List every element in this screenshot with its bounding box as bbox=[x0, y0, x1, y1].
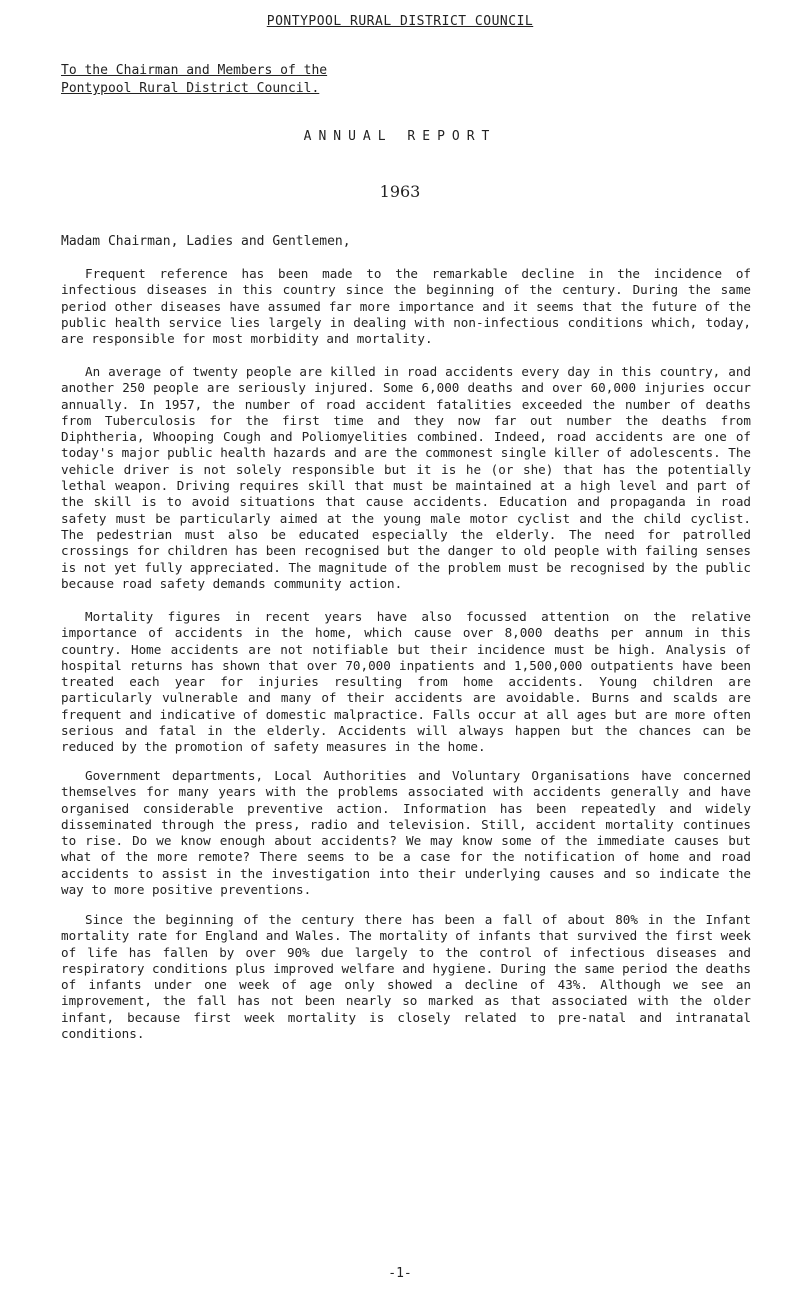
council-title: PONTYPOOL RURAL DISTRICT COUNCIL bbox=[266, 14, 534, 29]
paragraph-infant-mortality: Since the beginning of the century there has been a fall of about 80% in the Infant mortality rate for England and Wales. The mortality of infants that survived the first week of life has fallen by over 90% due largely to the control of infectious diseases and respiratory conditions plus improved welfare and hygiene. During the same period the deaths of infants under one week of age only showed a decline of 43%. Although we see an improvement, the fall has not been nearly so marked as that associated with the older infant, because first week mortality is closely related to pre-natal and intranatal conditions. bbox=[61, 912, 751, 1042]
salutation: Madam Chairman, Ladies and Gentlemen, bbox=[61, 234, 351, 249]
report-label: ANNUAL REPORT bbox=[303, 129, 497, 144]
paragraph-prevention: Government departments, Local Authorities and Voluntary Organisations have concerned themselves for many years with the problems associated with accidents generally and have organised considerable preventive action. Information has been repeatedly and widely disseminated through the press, radio and television. Still, accident mortality continues to rise. Do we know enough about accidents? We may know some of the immediate causes but what of the more remote? There seems to be a case for the notification of home and road accidents to assist in the investigation into their underlying causes and so indicate the way to more positive preventions. bbox=[61, 768, 751, 898]
paragraph-infectious-diseases: Frequent reference has been made to the remarkable decline in the incidence of infectious diseases in this country since the beginning of the century. During the same period other diseases have assumed far more importance and it seems that the future of the public health service lies largely in dealing with non-infectious conditions which, today, are responsible for most morbidity and mortality. bbox=[61, 266, 751, 347]
addressee-line: To the Chairman and Members of the bbox=[61, 63, 328, 78]
addressee bbox=[61, 62, 327, 98]
page-number: -1- bbox=[388, 1266, 412, 1281]
report-year: 1963 bbox=[379, 182, 421, 201]
paragraph-home-accidents: Mortality figures in recent years have also focussed attention on the relative importance of accidents in the home, which cause over 8,000 deaths per annum in this country. Home accidents are not notifiable but their incidence must be high. Analysis of hospital returns has shown that over 70,000 inpatients and 1,500,000 outpatients have been treated each year for injuries resulting from home accidents. Young children are particularly vulnerable and many of their accidents are avoidable. Burns and scalds are frequent and indicative of domestic malpractice. Falls occur at all ages but are more often serious and fatal in the elderly. Accidents will always happen but the chances can be reduced by the promotion of safety measures in the home. bbox=[61, 609, 751, 755]
addressee-line: Pontypool Rural District Council. bbox=[61, 81, 320, 96]
paragraph-road-accidents: An average of twenty people are killed in road accidents every day in this country, and another 250 people are seriously injured. Some 6,000 deaths and over 60,000 injuries occur annually. In 1957, the number of road accident fatalities exceeded the number of deaths from Tuberculosis for the first time and they now far out number the deaths from Diphtheria, Whooping Cough and Poliomyelities combined. Indeed, road accidents are one of today's major public health hazards and are the commonest single killer of adolescents. The vehicle driver is not solely responsible but it is he (or she) that has the potentially lethal weapon. Driving requires skill that must be maintained at a high level and part of the skill is to avoid situations that cause accidents. Education and propaganda in road safety must be particularly aimed at the young male motor cyclist and the child cyclist. The pedestrian must also be educated especially the elderly. The need for patrolled crossings for children has been recognised but the danger to old people with failing senses is not yet fully appreciated. The magnitude of the problem must be recognised by the public because road safety demands community action. bbox=[61, 364, 751, 591]
